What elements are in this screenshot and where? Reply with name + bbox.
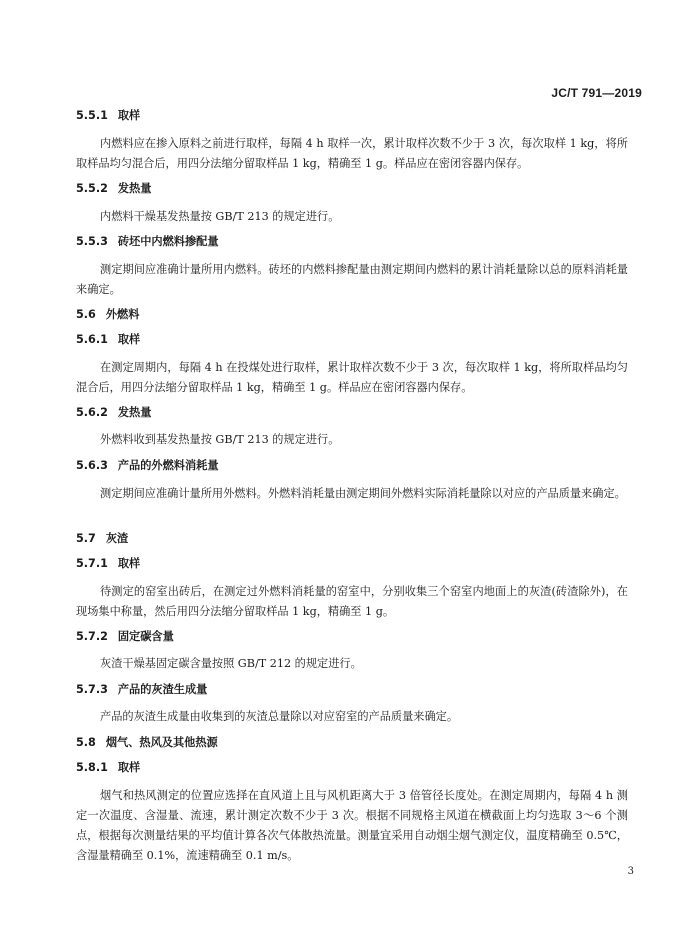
section-title: 取样 bbox=[117, 109, 141, 122]
section-heading bbox=[76, 180, 151, 196]
paragraph: 待测定的窑室出砖后，在测定过外燃料消耗量的窑室中，分别收集三个窑室内地面上的灰渣(砖渣除外)，在现场集中称量，然后用四分法缩分留取样品 1 kg，精确至 1 g。 bbox=[76, 585, 628, 618]
section-heading bbox=[76, 306, 139, 322]
paragraph: 外燃料收到基发热量按 GB/T 213 的规定进行。 bbox=[100, 433, 340, 446]
section-number: 5.7.2 bbox=[76, 630, 108, 643]
section-title: 外燃料 bbox=[105, 308, 140, 321]
section-title: 固定碳含量 bbox=[117, 630, 174, 643]
section-title: 砖坯中内燃料掺配量 bbox=[117, 235, 219, 248]
section-heading bbox=[76, 457, 219, 473]
section-number: 5.7 bbox=[76, 532, 96, 545]
section-number: 5.6 bbox=[76, 308, 96, 321]
section-heading bbox=[76, 331, 140, 347]
section-number: 5.6.3 bbox=[76, 459, 108, 472]
section-heading bbox=[76, 404, 151, 420]
section-title: 产品的灰渣生成量 bbox=[117, 683, 208, 696]
section-heading bbox=[76, 107, 140, 123]
paragraph: 内燃料应在掺入原料之前进行取样，每隔 4 h 取样一次，累计取样次数不少于 3 次，每次取样 1 kg，将所取样品均匀混合后，用四分法缩分留取样品 1 kg，精确至 1 g。样品应在密闭容器内保存。 bbox=[76, 137, 628, 170]
section-heading bbox=[76, 628, 174, 644]
section-number: 5.8.1 bbox=[76, 761, 108, 774]
section-title: 灰渣 bbox=[105, 532, 129, 545]
paragraph: 在测定周期内，每隔 4 h 在投煤处进行取样，累计取样次数不少于 3 次，每次取样 1 kg，将所取样品均匀混合后，用四分法缩分留取样品 1 kg，精确至 1 g。样品应在密闭容器内保存。 bbox=[76, 361, 628, 394]
section-number: 5.6.2 bbox=[76, 406, 108, 419]
section-number: 5.7.1 bbox=[76, 557, 108, 570]
section-heading bbox=[76, 681, 207, 697]
standard-code: JC/T 791—2019 bbox=[551, 86, 642, 100]
section-heading bbox=[76, 759, 140, 775]
page-number: 3 bbox=[627, 866, 634, 877]
section-heading bbox=[76, 530, 128, 546]
section-heading bbox=[76, 734, 218, 750]
section-number: 5.5.2 bbox=[76, 182, 108, 195]
paragraph: 内燃料干燥基发热量按 GB/T 213 的规定进行。 bbox=[100, 210, 340, 223]
section-heading bbox=[76, 233, 219, 249]
section-number: 5.7.3 bbox=[76, 683, 108, 696]
section-number: 5.6.1 bbox=[76, 333, 108, 346]
section-number: 5.5.1 bbox=[76, 109, 108, 122]
section-title: 产品的外燃料消耗量 bbox=[117, 459, 219, 472]
paragraph: 产品的灰渣生成量由收集到的灰渣总量除以对应窑室的产品质量来确定。 bbox=[100, 710, 459, 723]
section-number: 5.8 bbox=[76, 736, 96, 749]
section-title: 取样 bbox=[117, 557, 141, 570]
paragraph: 测定期间应准确计量所用内燃料。砖坯的内燃料掺配量由测定期间内燃料的累计消耗量除以总的原料消耗量来确定。 bbox=[76, 263, 628, 296]
paragraph: 烟气和热风测定的位置应选择在直风道上且与风机距离大于 3 倍管径长度处。在测定周期内，每隔 4 h 测定一次温度、含湿量、流速，累计测定次数不少于 3 次。根据不同规格主风道在横截面上均匀选取 3～6 个测点，根据每次测量结果的平均值计算各次气体散热流量。测量宜采用自动烟尘烟气测定仪，温度精确至 0.5℃，含湿量精确至 0.1%，流速精确至 0.1 m/s。 bbox=[76, 789, 628, 862]
paragraph: 测定期间应准确计量所用外燃料。外燃料消耗量由测定期间外燃料实际消耗量除以对应的产品质量来确定。 bbox=[100, 487, 626, 500]
section-title: 烟气、热风及其他热源 bbox=[105, 736, 218, 749]
section-number: 5.5.3 bbox=[76, 235, 108, 248]
paragraph: 灰渣干燥基固定碳含量按照 GB/T 212 的规定进行。 bbox=[100, 657, 362, 670]
section-title: 发热量 bbox=[117, 182, 152, 195]
section-title: 取样 bbox=[117, 333, 141, 346]
section-title: 发热量 bbox=[117, 406, 152, 419]
section-heading bbox=[76, 555, 140, 571]
section-title: 取样 bbox=[117, 761, 141, 774]
